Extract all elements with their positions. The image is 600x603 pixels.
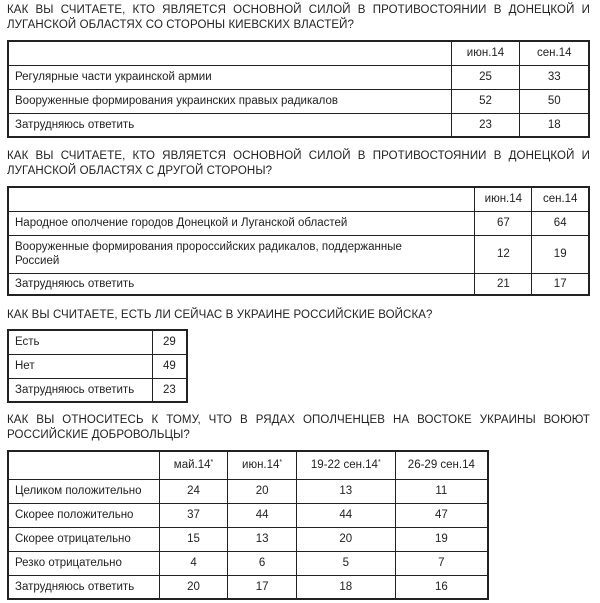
cell-value: 52 <box>451 89 520 113</box>
row-label: Регулярные части украинской армии <box>8 65 451 89</box>
table-row <box>8 503 488 527</box>
row-label: Затрудняюсь ответить <box>8 273 475 295</box>
row-label: Вооруженные формирования пророссийских радикалов, поддержанные Россией <box>8 235 475 273</box>
table-row <box>8 89 589 113</box>
cell-value: 44 <box>228 503 297 527</box>
table-1-header <box>8 41 589 65</box>
table-row <box>8 354 187 378</box>
table-1 <box>7 40 590 138</box>
row-label: Вооруженные формирования украинских правых радикалов <box>8 89 451 113</box>
footnote-mark: * <box>210 459 214 467</box>
cell-value: 50 <box>520 89 589 113</box>
cell-value: 11 <box>395 479 488 503</box>
footnote-mark: * <box>279 459 283 467</box>
row-label: Резко отрицательно <box>8 551 159 575</box>
cell-value: 18 <box>520 113 589 137</box>
row-label: Есть <box>8 330 152 354</box>
row-label: Народное ополчение городов Донецкой и Луганской областей <box>8 211 475 235</box>
cell-value: 18 <box>296 575 395 599</box>
cell-value: 24 <box>159 479 228 503</box>
cell-value: 13 <box>228 527 297 551</box>
cell-value: 44 <box>296 503 395 527</box>
cell-value: 25 <box>451 65 520 89</box>
column-header: 19-22 сен.14* <box>296 451 395 479</box>
footnote-mark: * <box>377 459 381 467</box>
cell-value: 20 <box>159 575 228 599</box>
cell-value: 29 <box>152 330 187 354</box>
cell-value: 7 <box>395 551 488 575</box>
row-label: Скорее положительно <box>8 503 159 527</box>
cell-value: 16 <box>395 575 488 599</box>
cell-value: 33 <box>520 65 589 89</box>
cell-value: 67 <box>475 211 532 235</box>
cell-value: 19 <box>532 235 589 273</box>
table-row <box>8 273 589 295</box>
column-header: сен.14 <box>520 41 589 65</box>
table-row <box>8 65 589 89</box>
table-row <box>8 551 488 575</box>
table-4 <box>7 450 489 600</box>
cell-value: 15 <box>159 527 228 551</box>
cell-value: 19 <box>395 527 488 551</box>
column-header: июн.14 <box>451 41 520 65</box>
cell-value: 12 <box>475 235 532 273</box>
table-row <box>8 479 488 503</box>
column-header: июн.14* <box>228 451 297 479</box>
table-2 <box>7 186 590 296</box>
cell-value: 5 <box>296 551 395 575</box>
table-row <box>8 330 187 354</box>
column-header: май.14* <box>159 451 228 479</box>
table-row <box>8 113 589 137</box>
cell-value: 20 <box>296 527 395 551</box>
table-row <box>8 211 589 235</box>
row-label: Затрудняюсь ответить <box>8 113 451 137</box>
table-row <box>8 235 589 273</box>
row-label: Нет <box>8 354 152 378</box>
cell-value: 37 <box>159 503 228 527</box>
question-1-title: КАК ВЫ СЧИТАЕТЕ, КТО ЯВЛЯЕТСЯ ОСНОВНОЙ СИЛОЙ В ПРОТИВОСТОЯНИИ В ДОНЕЦКОЙ И ЛУГАНСКОЙ ОБЛАСТЯХ СО СТОРОНЫ КИЕВСКИХ ВЛАСТЕЙ? <box>7 4 590 31</box>
cell-value: 21 <box>475 273 532 295</box>
column-header: сен.14 <box>532 187 589 211</box>
row-label: Целиком положительно <box>8 479 159 503</box>
cell-value: 4 <box>159 551 228 575</box>
table-row <box>8 527 488 551</box>
cell-value: 13 <box>296 479 395 503</box>
cell-value: 17 <box>532 273 589 295</box>
cell-value: 23 <box>152 378 187 402</box>
table-4-header <box>8 451 488 479</box>
column-header: июн.14 <box>475 187 532 211</box>
row-label: Затрудняюсь ответить <box>8 575 159 599</box>
table-2-header <box>8 187 589 211</box>
question-2-title: КАК ВЫ СЧИТАЕТЕ, КТО ЯВЛЯЕТСЯ ОСНОВНОЙ СИЛОЙ В ПРОТИВОСТОЯНИИ В ДОНЕЦКОЙ И ЛУГАНСКОЙ ОБЛАСТЯХ С ДРУГОЙ СТОРОНЫ? <box>7 150 590 177</box>
cell-value: 23 <box>451 113 520 137</box>
cell-value: 64 <box>532 211 589 235</box>
cell-value: 47 <box>395 503 488 527</box>
row-label: Затрудняюсь ответить <box>8 378 152 402</box>
table-row <box>8 575 488 599</box>
question-3-title: КАК ВЫ СЧИТАЕТЕ, ЕСТЬ ЛИ СЕЙЧАС В УКРАИНЕ РОССИЙСКИЕ ВОЙСКА? <box>7 309 433 321</box>
question-4-title: КАК ВЫ ОТНОСИТЕСЬ К ТОМУ, ЧТО В РЯДАХ ОПОЛЧЕНЦЕВ НА ВОСТОКЕ УКРАИНЫ ВОЮЮТ РОССИЙСКИЕ ДОБРОВОЛЬЦЫ? <box>7 414 590 441</box>
row-label: Скорее отрицательно <box>8 527 159 551</box>
cell-value: 17 <box>228 575 297 599</box>
table-3 <box>7 329 188 403</box>
cell-value: 6 <box>228 551 297 575</box>
table-row <box>8 378 187 402</box>
cell-value: 49 <box>152 354 187 378</box>
cell-value: 20 <box>228 479 297 503</box>
column-header: 26-29 сен.14 <box>395 451 488 479</box>
